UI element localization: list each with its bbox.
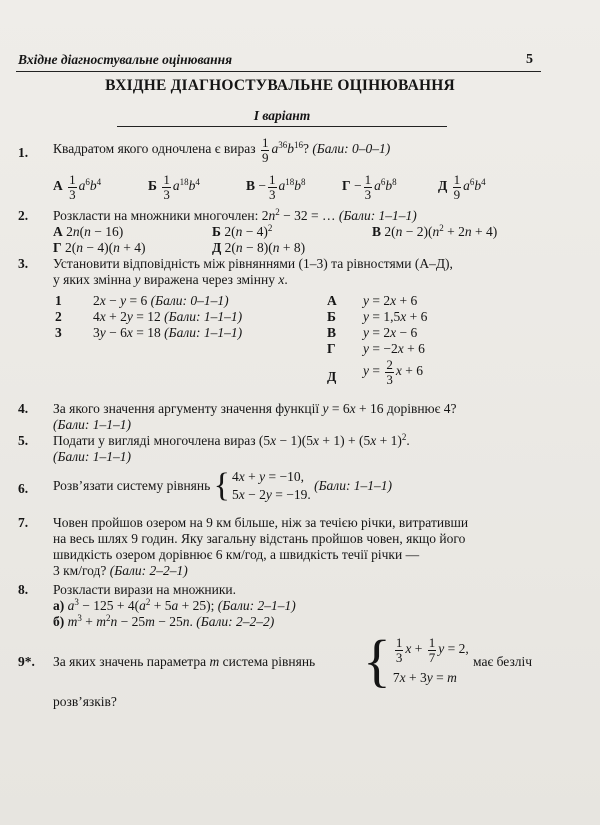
task-9-question: За яких значень параметра m система рівнянь bbox=[53, 654, 316, 669]
task-8-part-b: б) $m^3 + m^2n - 25m - 25n$. (Бали: 2–2–2) bbox=[53, 613, 275, 629]
task-9-line-2: розв’язків? bbox=[53, 694, 117, 709]
task-3-line-2: у яких змінна y виражена через змінну x. bbox=[53, 272, 288, 287]
equation-number: 1 bbox=[55, 293, 62, 308]
answer-b: y = 1,5x + 6 bbox=[363, 309, 428, 324]
equation-2: 4x + 2y = 12 (Бали: 1–1–1) bbox=[93, 309, 243, 324]
task-2-option-b: Б $2(n - 4)^2$ bbox=[212, 223, 273, 239]
task-number: 5. bbox=[18, 433, 29, 448]
answer-d: y = $\frac{2}{3}$ x + 6 bbox=[363, 357, 423, 387]
fraction: $\frac{1}{9}$ bbox=[261, 135, 269, 165]
task-1-option-g: Г − $\frac{1}{3}$ $a^6b^8$ bbox=[342, 172, 397, 202]
equation-number: 3 bbox=[55, 325, 62, 340]
task-number: 4. bbox=[18, 401, 29, 416]
task-number: 1. bbox=[18, 145, 29, 160]
task-9-system bbox=[363, 628, 469, 693]
page-number: 5 bbox=[526, 52, 533, 67]
task-number: 6. bbox=[18, 481, 29, 496]
task-6-question: Розв’язати систему рівнянь { 4x + y = −10, 5x − 2y = −19. (Бали: 1–1–1) bbox=[53, 467, 393, 505]
task-7-line-3: швидкість озером дорівнює 6 км/год, а швидкість течії річки — bbox=[53, 547, 420, 562]
equation-system: 4x + y = −10, 5x − 2y = −19. bbox=[231, 469, 311, 503]
task-1-option-a: А $\frac{1}{3}$ $a^6b^4$ bbox=[53, 172, 102, 202]
brace: { bbox=[213, 467, 230, 505]
task-7-line-2: на весь шлях 9 годин. Яку загальну відстань пройшов човен, якщо його bbox=[53, 531, 466, 546]
answer-letter: В bbox=[327, 325, 337, 340]
task-number: 7. bbox=[18, 515, 29, 530]
task-2-option-v: В $2(n - 2)(n^2 + 2n + 4)$ bbox=[372, 223, 498, 239]
variant-rule bbox=[117, 126, 447, 127]
task-1-option-d: Д $\frac{1}{9}$ $a^6b^4$ bbox=[438, 172, 486, 202]
task-7-line-1: Човен пройшов озером на 9 км більше, ніж за течією річки, витративши bbox=[53, 515, 469, 530]
task-1-option-v: В − $\frac{1}{3}$ $a^{18}b^8$ bbox=[246, 172, 306, 202]
answer-letter: А bbox=[327, 293, 337, 308]
task-1-question: Квадратом якого одночлена є вираз $\frac{1}{9}$ $a^{36}b^{16}$? (Бали: 0–0–1) bbox=[53, 135, 391, 165]
task-number: 3. bbox=[18, 256, 29, 271]
page-title: ВХІДНЕ ДІАГНОСТУВАЛЬНЕ ОЦІНЮВАННЯ bbox=[105, 77, 455, 94]
answer-g: y = −2x + 6 bbox=[363, 341, 425, 356]
task-7-line-4: 3 км/год? (Бали: 2–2–1) bbox=[53, 563, 188, 578]
answer-letter: Б bbox=[327, 309, 336, 324]
points: (Бали: 1–1–1) bbox=[53, 417, 131, 432]
task-number: 8. bbox=[18, 582, 29, 597]
brace: { bbox=[363, 628, 391, 693]
task-number: 2. bbox=[18, 208, 29, 223]
answer-letter: Г bbox=[327, 341, 336, 356]
points: (Бали: 1–1–1) bbox=[53, 449, 131, 464]
task-9-tail: має безліч bbox=[473, 654, 533, 669]
equation-system: $\frac{1}{3}$ x + $\frac{1}{7}$ y = 2, 7x + 3y = m bbox=[392, 635, 469, 685]
task-3-line-1: Установити відповідність між рівняннями (1–3) та рівностями (А–Д), bbox=[53, 256, 453, 271]
answer-v: y = 2x − 6 bbox=[363, 325, 418, 340]
task-2-question: Розкласти на множники многочлен: $2n^2 - 32$ = … (Бали: 1–1–1) bbox=[53, 207, 417, 223]
task-text: Квадратом якого одночлена є вираз bbox=[53, 141, 256, 157]
answer-a: y = 2x + 6 bbox=[363, 293, 418, 308]
task-4-question: За якого значення аргументу значення функції y = 6x + 16 дорівнює 4? bbox=[53, 401, 457, 416]
equation-1: 2x − y = 6 (Бали: 0–1–1) bbox=[93, 293, 229, 308]
equation-3: 3y − 6x = 18 (Бали: 1–1–1) bbox=[93, 325, 243, 340]
task-number: 9*. bbox=[18, 654, 35, 669]
variant-heading: І варіант bbox=[253, 108, 311, 123]
task-2-option-a: А 2n(n − 16) bbox=[53, 224, 124, 239]
header-rule bbox=[16, 71, 541, 72]
task-2-option-g: Г 2(n − 4)(n + 4) bbox=[53, 240, 146, 255]
answer-letter: Д bbox=[327, 369, 337, 384]
task-8-question: Розкласти вирази на множники. bbox=[53, 582, 237, 597]
task-5-question: Подати у вигляді многочлена вираз $(5x - 1)(5x + 1) + (5x + 1)^2$. bbox=[53, 432, 410, 448]
task-2-option-d: Д 2(n − 8)(n + 8) bbox=[212, 240, 306, 255]
task-8-part-a: а) $a^3 - 125 + 4(a^2 + 5a + 25)$; (Бали: 2–1–1) bbox=[53, 597, 296, 613]
running-header: Вхідне діагностувальне оцінювання bbox=[18, 52, 233, 67]
points: (Бали: 0–0–1) bbox=[312, 141, 391, 157]
equation-number: 2 bbox=[55, 309, 62, 324]
task-1-option-b: Б $\frac{1}{3}$ $a^{18}b^4$ bbox=[148, 172, 200, 202]
